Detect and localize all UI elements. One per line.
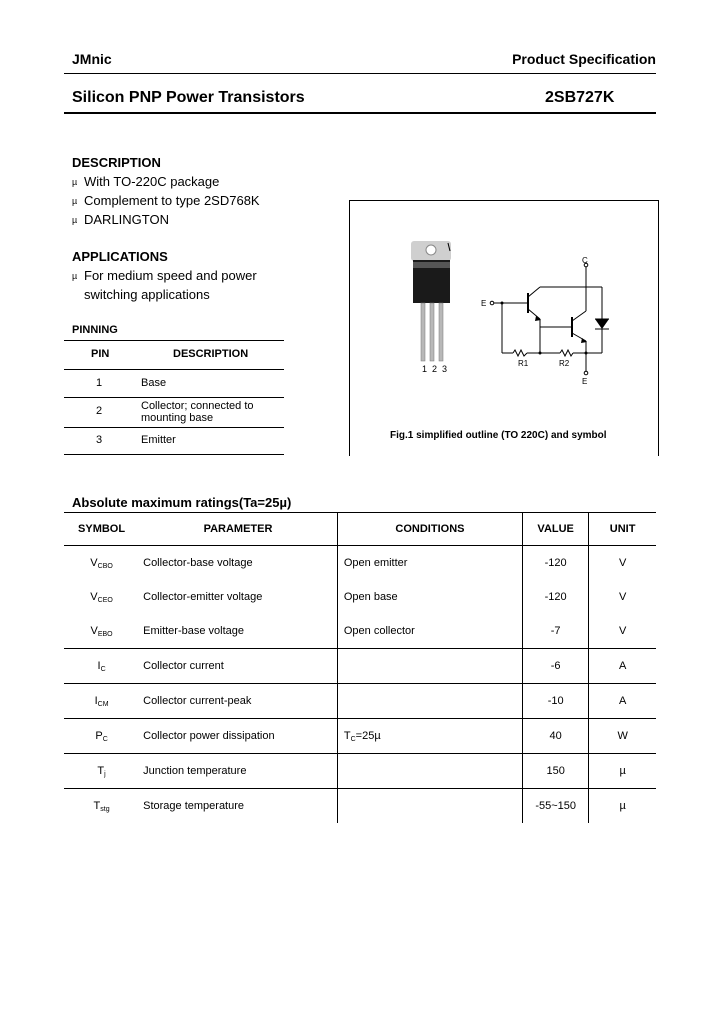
col-parameter: PARAMETER (139, 513, 337, 546)
value-cell: -120 (523, 546, 589, 581)
pinning-top-rule (64, 340, 284, 341)
conditions-cell: Open base (337, 580, 522, 614)
symbol-cell: $T_j$ (64, 754, 139, 789)
pinning-heading: PINNING (72, 324, 118, 336)
bullet-icon: µ (72, 215, 78, 225)
ratings-table (64, 512, 656, 823)
value-cell: -6 (523, 649, 589, 684)
symbol-cell: $V_{EBO}$ (64, 614, 139, 649)
conditions-cell (337, 754, 522, 789)
table-row (64, 789, 656, 824)
bullet-icon: µ (72, 271, 78, 281)
symbol-cell: $I_C$ (64, 649, 139, 684)
document-type: Product Specification (512, 51, 656, 67)
terminal-e-icon (490, 301, 494, 305)
pin-description: Emitter (141, 434, 176, 446)
label-r2: R2 (559, 359, 570, 368)
part-number: 2SB727K (545, 89, 615, 106)
applications-item-continued: switching applications (84, 287, 210, 302)
parameter-cell: Collector power dissipation (139, 719, 337, 754)
pinning-col-pin: PIN (91, 348, 110, 360)
pin-description: Base (141, 377, 167, 389)
unit-cell: µ (589, 789, 656, 824)
value-cell: -120 (523, 580, 589, 614)
symbol-cell: $P_C$ (64, 719, 139, 754)
table-row (64, 614, 656, 649)
col-value: VALUE (523, 513, 589, 546)
parameter-cell: Collector current (139, 649, 337, 684)
symbol-cell: $I_{CM}$ (64, 684, 139, 719)
value-cell: 40 (523, 719, 589, 754)
value-cell: -7 (523, 614, 589, 649)
parameter-cell: Collector-base voltage (143, 557, 253, 569)
symbol-cell: $T_{stg}$ (93, 799, 110, 813)
value-cell: -10 (523, 684, 589, 719)
description-item: µ With TO-220C package (72, 174, 220, 189)
col-unit: UNIT (589, 513, 656, 546)
lead-3 (439, 303, 443, 361)
label-collector: C (582, 256, 588, 265)
unit-cell: µ (589, 754, 656, 789)
conditions-cell: $T_C=25\mu$ (337, 719, 522, 754)
parameter-cell: Junction temperature (139, 754, 337, 789)
table-row (64, 580, 656, 614)
table-row (64, 649, 656, 684)
unit-cell: V (589, 580, 656, 614)
parameter-cell: Collector current-peak (139, 684, 337, 719)
unit-cell: V (589, 614, 656, 649)
pinning-row-rule (64, 427, 284, 428)
conditions-cell (337, 684, 522, 719)
darlington-symbol (490, 267, 609, 371)
table-row (64, 754, 656, 789)
parameter-cell: Collector-emitter voltage (143, 591, 263, 603)
bullet-icon: µ (72, 196, 78, 206)
applications-item: µ For medium speed and power (72, 268, 257, 283)
unit-cell: A (589, 649, 656, 684)
pinning-col-description: DESCRIPTION (173, 348, 249, 360)
col-conditions: CONDITIONS (337, 513, 522, 546)
transistor-figure (350, 201, 658, 456)
pinning-bottom-rule (64, 454, 284, 455)
bullet-icon: µ (72, 177, 78, 187)
conditions-cell (337, 649, 522, 684)
conditions-cell: Open emitter (337, 546, 522, 581)
col-symbol: SYMBOL (64, 513, 139, 546)
applications-heading: APPLICATIONS (72, 249, 168, 264)
product-line-title: Silicon PNP Power Transistors (72, 89, 305, 106)
pin-number: 2 (96, 405, 103, 417)
unit-cell: W (589, 719, 656, 754)
lead-2 (430, 303, 434, 361)
table-row (64, 719, 656, 754)
mounting-hole-icon (426, 245, 436, 255)
unit-cell: A (589, 684, 656, 719)
conditions-cell (337, 789, 522, 824)
conditions-cell: Open collector (337, 614, 522, 649)
pin-description: Collector; connected to mounting base (141, 400, 254, 424)
label-emitter-output: E (582, 377, 588, 386)
terminal-e2-icon (584, 371, 588, 375)
parameter-cell: Emitter-base voltage (139, 614, 337, 649)
lead-1 (421, 303, 425, 361)
pinning-header-rule (64, 369, 284, 370)
label-r1: R1 (518, 359, 529, 368)
table-row (64, 546, 656, 581)
label-emitter-input: E (481, 299, 487, 308)
unit-cell: V (589, 546, 656, 581)
symbol-cell: $V_{CBO}$ (90, 556, 113, 570)
parameter-cell: Storage temperature (143, 800, 245, 812)
pinning-row-rule (64, 397, 284, 398)
symbol-cell: $V_{CEO}$ (90, 590, 113, 604)
ratings-header-row (64, 513, 656, 546)
company-name: JMnic (72, 51, 112, 67)
header-divider (64, 73, 656, 74)
table-row (64, 684, 656, 719)
ratings-heading: Absolute maximum ratings(Ta=25µ) (72, 495, 292, 510)
description-item: µ DARLINGTON (72, 212, 169, 227)
pin-numbers-label: 1 2 3 (422, 364, 448, 374)
pin-number: 1 (96, 377, 103, 389)
value-cell: -55~150 (523, 789, 589, 824)
description-heading: DESCRIPTION (72, 155, 161, 170)
title-divider (64, 112, 656, 114)
figure-caption: Fig.1 simplified outline (TO 220C) and symbol (390, 430, 607, 441)
value-cell: 150 (523, 754, 589, 789)
description-item: µ Complement to type 2SD768K (72, 193, 260, 208)
diode-icon (595, 319, 609, 329)
pin-number: 3 (96, 434, 103, 446)
figure-box (349, 200, 659, 456)
